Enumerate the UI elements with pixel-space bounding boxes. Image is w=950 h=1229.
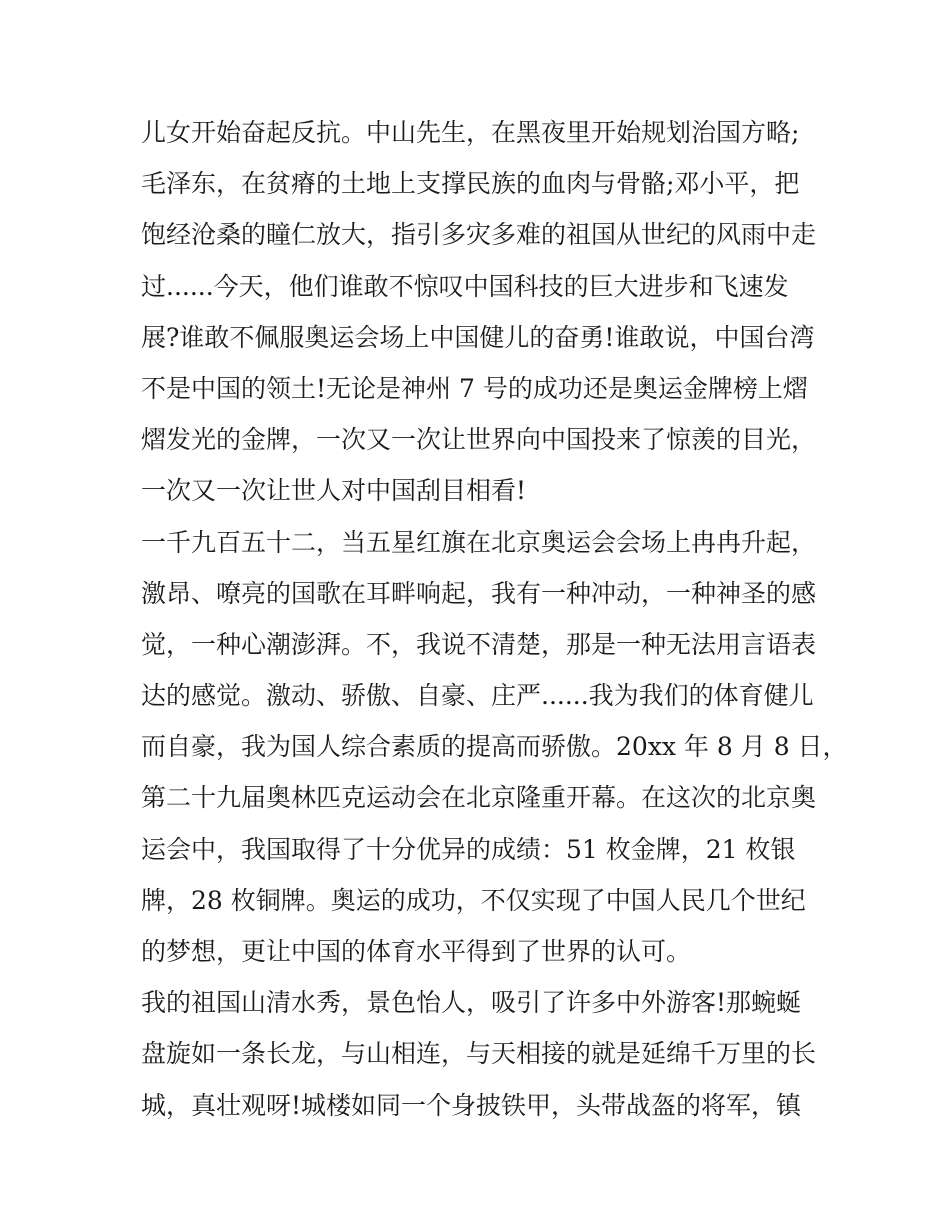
- text-line: 过......今天，他们谁敢不惊叹中国科技的巨大进步和飞速发: [141, 271, 789, 301]
- text-line: 展?谁敢不佩服奥运会场上中国健儿的奋勇!谁敢说，中国台湾: [141, 322, 815, 352]
- text-line: 一次又一次让世人对中国刮目相看!: [141, 476, 527, 506]
- text-line: 盘旋如一条长龙，与山相连，与天相接的就是延绵千万里的长: [141, 1039, 817, 1069]
- text-line: 熠发光的金牌，一次又一次让世界向中国投来了惊羡的目光，: [141, 425, 817, 455]
- text-line: 儿女开始奋起反抗。中山先生，在黑夜里开始规划治国方略;: [141, 118, 800, 147]
- text-line: 毛泽东，在贫瘠的土地上支撑民族的血肉与骨骼;邓小平，把: [141, 169, 800, 199]
- text-line: 一千九百五十二，当五星红旗在北京奥运会会场上冉冉升起，: [141, 527, 817, 557]
- text-line: 牌，28 枚铜牌。奥运的成功，不仅实现了中国人民几个世纪: [141, 885, 806, 915]
- body-text: [141, 107, 848, 1131]
- text-line: 而自豪，我为国人综合素质的提高而骄傲。20xx 年 8 月 8 日，: [141, 732, 848, 762]
- text-line: 饱经沧桑的瞳仁放大，指引多灾多难的祖国从世纪的风雨中走: [141, 220, 817, 250]
- text-line: 的梦想，更让中国的体育水平得到了世界的认可。: [141, 937, 692, 966]
- text-line: 第二十九届奥林匹克运动会在北京隆重开幕。在这次的北京奥: [141, 783, 817, 813]
- text-line: 觉，一种心潮澎湃。不，我说不清楚，那是一种无法用言语表: [141, 629, 817, 659]
- text-line: 我的祖国山清水秀，景色怡人，吸引了许多中外游客!那蜿蜒: [141, 988, 802, 1018]
- text-line: 运会中，我国取得了十分优异的成绩：51 枚金牌，21 枚银: [141, 834, 796, 864]
- text-line: 城，真壮观呀!城楼如同一个身披铁甲，头带战盔的将军，镇: [141, 1090, 802, 1120]
- text-line: 达的感觉。激动、骄傲、自豪、庄严......我为我们的体育健儿: [141, 681, 814, 711]
- text-line: 激昂、嘹亮的国歌在耳畔响起，我有一种冲动，一种神圣的感: [141, 578, 817, 608]
- text-line: 不是中国的领土!无论是神州 7 号的成功还是奥运金牌榜上熠: [141, 373, 808, 403]
